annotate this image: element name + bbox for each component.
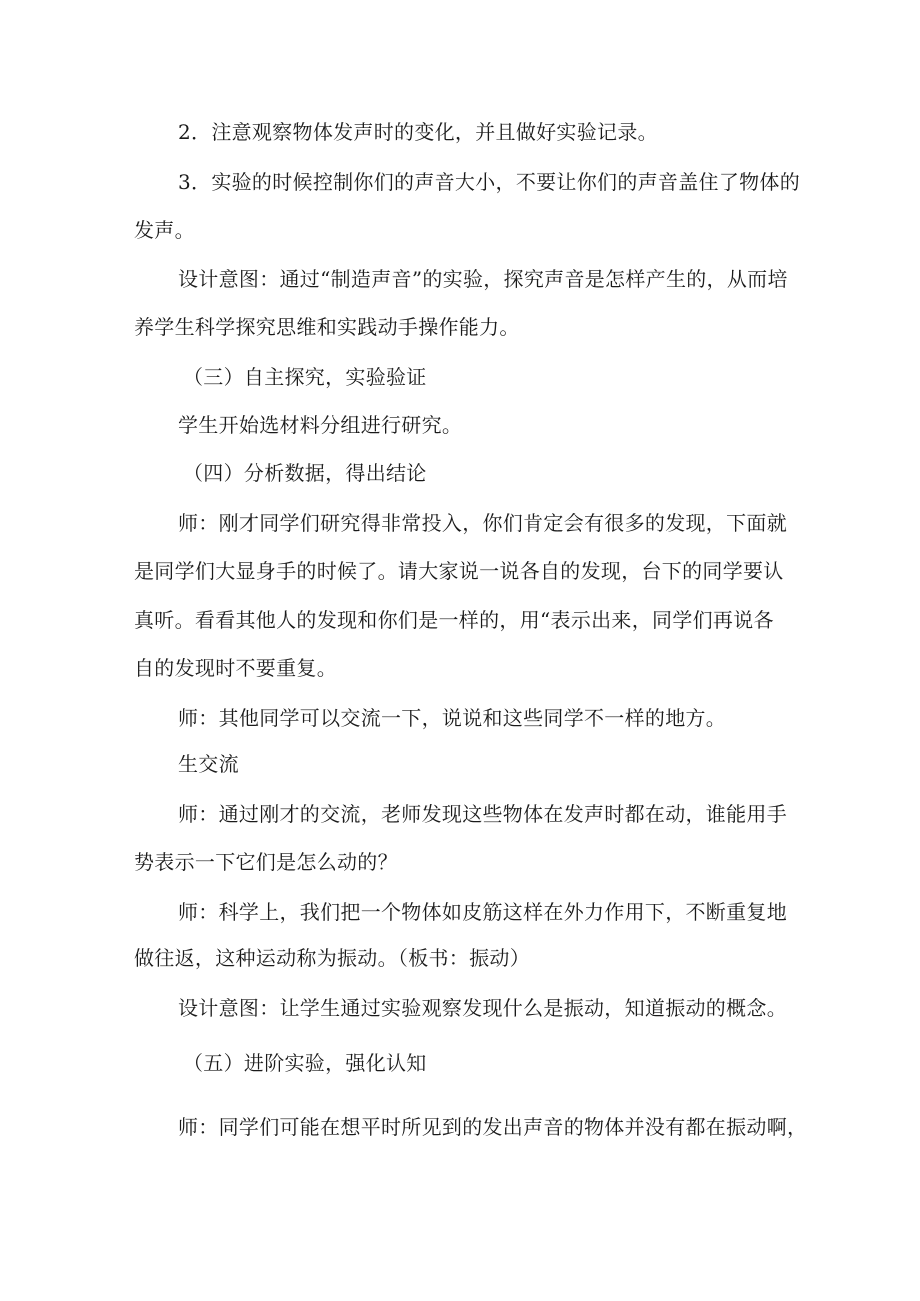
section-heading-5: （五）进阶实验，强化认知	[183, 1051, 427, 1075]
teacher-paragraph-1-cont: 自的发现时不要重复。	[134, 656, 337, 680]
teacher-paragraph-1-cont: 真听。看看其他人的发现和你们是一样的，用“表示出来，同学们再说各	[134, 608, 774, 632]
teacher-paragraph-3: 师：通过刚才的交流，老师发现这些物体在发声时都在动，谁能用手	[178, 802, 787, 826]
teacher-paragraph-3-cont: 势表示一下它们是怎么动的？	[134, 850, 398, 874]
teacher-paragraph-1: 师：刚才同学们研究得非常投入，你们肯定会有很多的发现，下面就	[178, 511, 787, 535]
teacher-paragraph-2: 师：其他同学可以交流一下，说说和这些同学不一样的地方。	[178, 706, 727, 730]
design-intent-paragraph-2: 设计意图：让学生通过实验观察发现什么是振动，知道振动的概念。	[178, 996, 787, 1020]
teacher-paragraph-5: 师：同学们可能在想平时所见到的发出声音的物体并没有都在振动啊，	[178, 1115, 808, 1139]
list-item-2: 2．注意观察物体发声时的变化，并且做好实验记录。	[178, 120, 658, 144]
student-exchange-line: 生交流	[178, 752, 239, 776]
list-item-3: 3．实验的时候控制你们的声音大小，不要让你们的声音盖住了物体的	[178, 170, 801, 194]
section-heading-4: （四）分析数据，得出结论	[183, 461, 427, 485]
teacher-paragraph-4-cont: 做往返，这种运动称为振动。（板书：振动）	[134, 946, 530, 970]
design-intent-paragraph-cont: 养学生科学探究思维和实践动手操作能力。	[134, 315, 520, 339]
design-intent-paragraph: 设计意图：通过“制造声音”的实验，探究声音是怎样产生的，从而培	[178, 267, 788, 291]
paragraph-student-grouping: 学生开始选材料分组进行研究。	[178, 413, 463, 437]
teacher-paragraph-1-cont: 是同学们大显身手的时候了。请大家说一说各自的发现，台下的同学要认	[134, 559, 784, 583]
section-heading-3: （三）自主探究，实验验证	[183, 365, 427, 389]
list-item-3-cont: 发声。	[134, 218, 195, 242]
teacher-paragraph-4: 师：科学上，我们把一个物体如皮筋这样在外力作用下，不断重复地	[178, 900, 787, 924]
